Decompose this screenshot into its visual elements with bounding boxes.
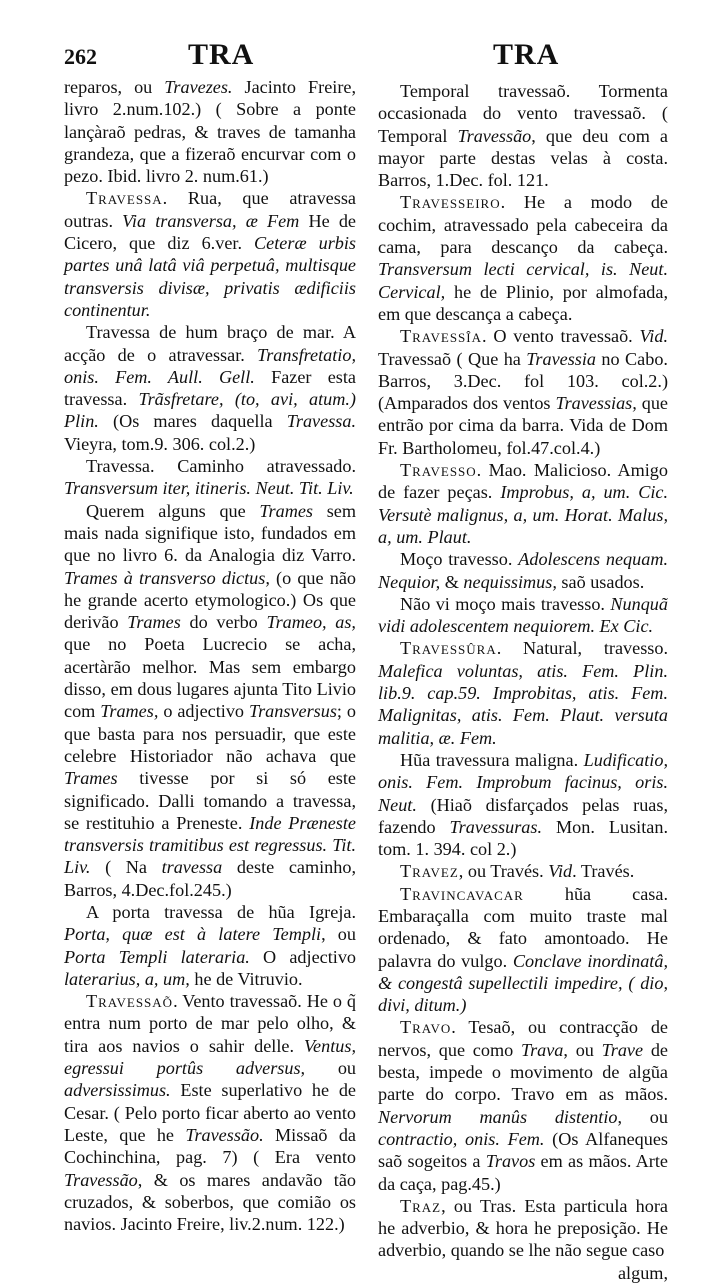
- entry-text: (Hiaõ disfarçados pelas ruas, fazendo: [378, 794, 668, 837]
- dictionary-entry: [64, 321, 356, 455]
- latin-text: Malefica voluntas, atis. Fem. Plin. lib.9. cap.59. Improbitas, atis. Fem. Malignitas, atis. Fem. Plaut. versuta malitia, æ. Fem.: [378, 660, 668, 748]
- entry-text: . Vento travessaõ. He o q̃ entra num porto de mar pelo olho, & tira aos navios o sahir delle.: [64, 991, 356, 1056]
- entry-text: , que deu com a mayor parte destas velas à costa. Barros, 1.Dec. fol. 121.: [378, 125, 668, 191]
- entry-text: que entrão por cima da barra. Vida de Dom Fr. Bartholomeu, fol.47.col.4.): [378, 393, 669, 458]
- latin-text: Via transversa, æ Fem: [122, 210, 300, 231]
- latin-text: laterarius, a, um,: [64, 968, 190, 989]
- entry-text: ou: [305, 1058, 357, 1079]
- entry-text: Moço travesso.: [400, 549, 519, 570]
- headword: Travessa: [86, 188, 163, 209]
- headword: Travessaõ: [86, 991, 174, 1012]
- latin-text: Trames: [64, 768, 118, 789]
- entry-text: Mon. Lusitan. tom. 1. 394. col 2.): [378, 816, 668, 860]
- latin-text: travessa: [161, 857, 223, 878]
- entry-text: , ou: [563, 1039, 602, 1060]
- entry-text: Vieyra, tom.9. 306. col.2.): [64, 433, 256, 454]
- latin-text: Conclave inordinatâ, & congestâ supellectili impedire, ( dio, divi, ditum.): [378, 950, 668, 1016]
- entry-text: Temporal travessaõ. Tormenta occasionada do vento travessaõ. ( Temporal: [378, 81, 668, 146]
- entry-text: A porta travessa de hũa Igreja.: [86, 901, 356, 922]
- dictionary-entry: [64, 455, 356, 500]
- entry-text: He de Cicero, que diz 6.ver.: [64, 210, 356, 254]
- latin-text: Nervorum manûs distentio: [378, 1106, 618, 1127]
- latin-text: Trameo, as,: [266, 612, 356, 633]
- latin-text: Trames: [259, 500, 313, 521]
- latin-text: Adolescens nequam. Nequior,: [378, 549, 669, 592]
- dictionary-entry: [378, 593, 668, 638]
- entry-text: Querem alguns que: [86, 500, 260, 521]
- headword: Travessîa: [400, 326, 482, 347]
- entry-text: Travessa. Caminho atravessado.: [86, 456, 356, 477]
- entry-text: tivesse por si só este significado. Dalli tomando a travessa, se restituhio a Preneste.: [64, 768, 356, 833]
- entry-text: , & os mares andavão tão cruzados, & soberbos, que comião os navios. Jacinto Freire, liv.2.num. 122.): [64, 1169, 356, 1235]
- entry-text: , ou: [321, 924, 356, 945]
- latin-text: Travessias,: [555, 393, 637, 414]
- entry-text: he de Plinio, por almofada, em que descança a cabeça.: [378, 281, 668, 324]
- latin-text: Porta Templi lateraria.: [64, 946, 250, 967]
- headword: Travesso: [400, 460, 477, 481]
- latin-text: Trave: [601, 1039, 644, 1060]
- entry-text: reparos, ou: [64, 77, 165, 97]
- latin-text: Trames: [127, 612, 181, 633]
- dictionary-entry: [64, 990, 356, 1235]
- latin-text: Travessuras.: [449, 816, 543, 837]
- entry-text: que no Poeta Lucrecio se acha, acertàrão melhor. Mas sem embargo disso, em dous lugares ajunta Tito Livio com: [64, 634, 356, 722]
- entry-text: o adjectivo: [158, 701, 249, 722]
- page-number: 262: [64, 44, 97, 69]
- dictionary-entry: [64, 500, 356, 901]
- entry-text: de besta, impede o movimento de algũa parte do corpo. Travo em as mãos.: [378, 1039, 668, 1105]
- entry-text: . Natural, travesso.: [496, 638, 668, 659]
- latin-text: Travessa.: [286, 411, 356, 432]
- entry-text: , ou Través.: [458, 861, 549, 882]
- right-column: [378, 80, 668, 1284]
- latin-text: Vid.: [639, 326, 668, 347]
- headword: Travesseiro: [400, 192, 501, 213]
- entry-text: Este superlativo he de Cesar. ( Pelo porto ficar aberto ao vento Leste, que he: [64, 1080, 356, 1145]
- dictionary-entry: [378, 860, 668, 882]
- latin-text: Transversum iter, itineris. Neut. Tit. Liv.: [64, 478, 354, 499]
- entry-text: Não vi moço mais travesso.: [400, 593, 611, 614]
- latin-text: Nunquã vidi adolescentem nequiorem. Ex Cic.: [378, 593, 668, 637]
- latin-text: Trava: [520, 1039, 564, 1060]
- latin-text: Ludificatio, onis. Fem. Improbum facinus, oris. Neut.: [378, 749, 668, 815]
- latin-text: Vid: [548, 861, 573, 882]
- dictionary-entry: [378, 1195, 668, 1262]
- entry-text: no Cabo. Barros, 3.Dec. fol 103. col.2.) (Amparados dos ventos: [378, 348, 668, 414]
- latin-text: Travessão: [64, 1169, 138, 1190]
- dictionary-entry: [64, 901, 356, 990]
- page-header: [0, 38, 709, 72]
- entry-text: . Tesaõ, ou contracção de nervos, que como: [378, 1017, 668, 1060]
- latin-text: Trames,: [100, 701, 159, 722]
- headword: Traz: [400, 1195, 442, 1216]
- entry-text: . Mao. Malicioso. Amigo de fazer peças.: [378, 460, 668, 503]
- dictionary-entry: [378, 548, 668, 593]
- latin-text: Ceteræ urbis partes unâ latâ viâ perpetuâ, multisque transversis divisæ, privatis ædificiis continentur.: [64, 233, 356, 320]
- latin-text: adversissimus.: [64, 1080, 171, 1101]
- left-column: [64, 76, 356, 1235]
- running-head-right: TRA: [493, 38, 560, 71]
- latin-text: Transversus: [248, 701, 337, 722]
- entry-text: Travessa de hum braço de mar. A acção de o atravessar.: [64, 322, 356, 365]
- entry-text: deste caminho, Barros, 4.Dec.fol.245.): [64, 857, 356, 900]
- entry-text: he de Vitruvio.: [189, 968, 303, 989]
- latin-text: Trãsfretare, (to, avi, atum.) Plin.: [64, 389, 356, 432]
- entry-text: do verbo: [180, 612, 267, 633]
- latin-text: Porta, quæ est à latere Templi: [64, 924, 322, 945]
- entry-text: Missaõ da Cochinchina, pag. 7) ( Era vento: [64, 1124, 357, 1168]
- latin-text: Travessão.: [185, 1124, 264, 1145]
- headword: Travessûra: [400, 638, 497, 659]
- entry-text: O adjectivo: [249, 946, 357, 967]
- dictionary-entry: [378, 883, 668, 1017]
- entry-text: ; o que basta para nos persuadir, que este celebre Historiador não achava que: [64, 701, 356, 766]
- latin-text: contractio, onis. Fem.: [378, 1128, 545, 1149]
- latin-text: Ventus, egressui portûs adversus,: [64, 1035, 356, 1079]
- entry-text: , ou Tras. Esta particula hora he adverbio, & hora he preposição. He adverbio, quando se lhe não segue caso: [378, 1195, 668, 1261]
- dictionary-entry: [378, 325, 668, 459]
- headword: Travo: [400, 1017, 452, 1038]
- entry-text: Jacinto Freire, livro 2.num.102.) ( Sobre a ponte lançàraõ pedras, & traves de tamanha grandeza, que a fizeraõ encurvar com o pezo. Ibid. livro 2. num.61.): [64, 77, 356, 187]
- headword: Travez: [400, 861, 459, 882]
- latin-text: Transfretatio, onis. Fem. Aull. Gell.: [64, 344, 356, 387]
- entry-text: ( Na: [90, 857, 162, 878]
- entry-text: (Os Alfaneques saõ sogeitos a: [378, 1128, 668, 1172]
- entry-text: . Través.: [572, 861, 635, 882]
- entry-text: (Os mares daquella: [98, 411, 287, 432]
- entry-text: (o que não he grande acerto etymologico.) Os que derivão: [64, 567, 356, 633]
- dictionary-entry: [378, 191, 668, 325]
- dictionary-entry: [378, 637, 668, 748]
- running-head-left: TRA: [188, 38, 255, 71]
- entry-text: Fazer esta travessa.: [64, 366, 356, 410]
- entry-text: sem mais nada signifique isto, fundados em que no livro 6. da Analogia diz Varro.: [64, 500, 356, 566]
- latin-text: Trames à transverso dictus,: [64, 567, 270, 588]
- dictionary-entry: [64, 187, 356, 321]
- entry-text: hũa casa. Embaraçalla com muito traste mal ordenado, & fato amontoado. He palavra do vulgo.: [378, 883, 668, 971]
- latin-text: Improbus, a, um. Cic. Versutè malignus, a, um. Horat. Malus, a, um. Plaut.: [378, 482, 668, 547]
- latin-text: Transversum lecti cervical, is. Neut. Cervical,: [378, 259, 668, 302]
- entry-text: , ou: [617, 1106, 668, 1127]
- latin-text: nequissimus,: [463, 571, 557, 592]
- headword: Travincavacar: [400, 883, 524, 904]
- latin-text: Travessia: [526, 348, 597, 369]
- entry-text: Travessaõ ( Que ha: [378, 348, 527, 369]
- catchword: algum,: [617, 1262, 668, 1283]
- dictionary-entry: [378, 80, 668, 191]
- latin-text: Travezes.: [164, 77, 233, 97]
- entry-text: em as mãos. Arte da caça, pag.45.): [378, 1151, 668, 1194]
- entry-text: &: [440, 571, 464, 592]
- entry-text: . He a modo de cochim, atravessado pela cabeceira da cama, para descanço da cabeça.: [378, 192, 668, 258]
- entry-text: saõ usados.: [556, 571, 645, 592]
- entry-text: . Rua, que atravessa outras.: [64, 188, 356, 231]
- dictionary-entry: [378, 459, 668, 548]
- latin-text: Travessão: [457, 125, 532, 146]
- entry-text: Hũa travessura maligna.: [400, 749, 584, 770]
- continued-paragraph: [64, 76, 356, 187]
- dictionary-entry: [378, 749, 668, 860]
- entry-text: . O vento travessaõ.: [482, 326, 640, 347]
- latin-text: Travos: [485, 1151, 536, 1172]
- latin-text: Inde Præneste transversis tramitibus est regressus. Tit. Liv.: [64, 812, 356, 878]
